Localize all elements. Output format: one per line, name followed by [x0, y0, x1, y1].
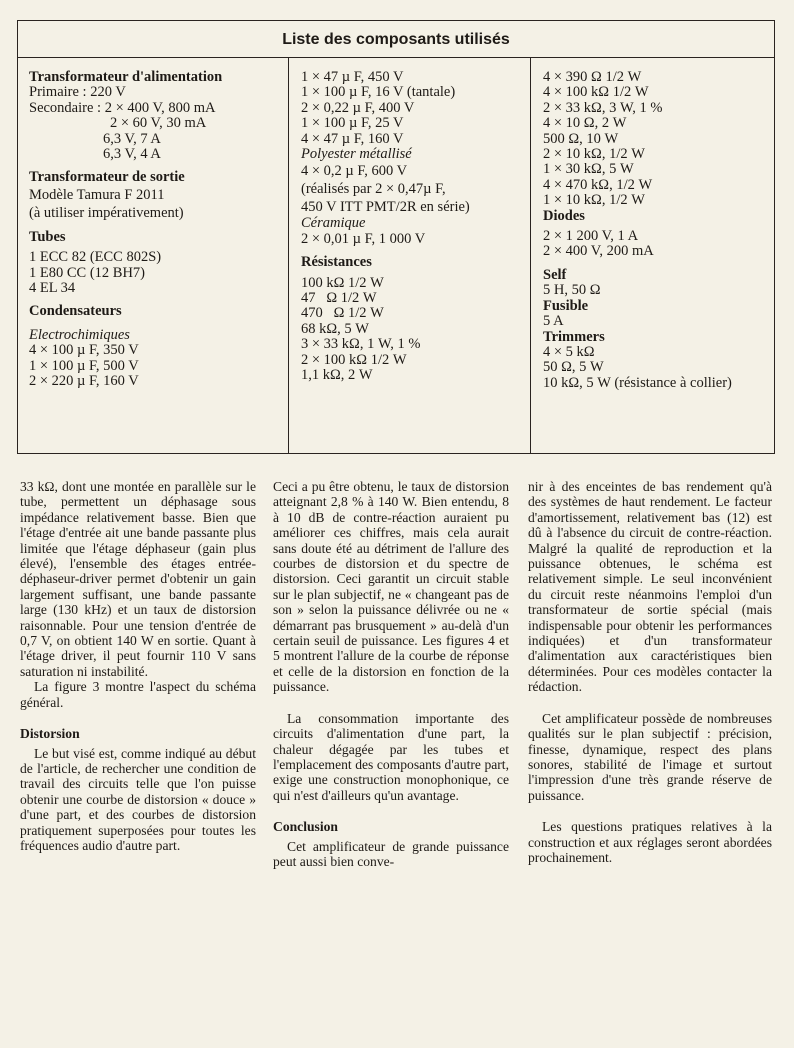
component-line: 1 × 100 µ F, 500 V [29, 357, 139, 374]
components-table [17, 20, 775, 454]
heading-fuse: Fusible [543, 297, 589, 314]
paragraph: nir à des enceintes de bas rendement qu'à des systèmes de haut rendement. Le facteur d'amortissement, relativement bas (12) est dû à l'absence du circuit de contre-réaction. Malgré la qualité de reproduction et la puissance obtenues, le schéma est relativement simple. Le seul inconvénient du circuit reste néanmoins l'emploi d'un transformateur de sortie spécial (mais indispensable pour obtenir les performances indiquées) et d'un transformateur d'alimentation aux caractéristiques bien déterminées. Pour ces modèles contacter la rédaction. [528, 479, 772, 695]
component-line: 5 H, 50 Ω [543, 282, 601, 299]
subheading-ceramic: Céramique [301, 215, 366, 232]
table-column-3 [531, 58, 774, 453]
component-line: 1 × 47 µ F, 450 V [301, 69, 404, 85]
component-line: 4 × 5 kΩ [543, 343, 595, 360]
paragraph: Ceci a pu être obtenu, le taux de distorsion atteignant 2,8 % à 140 W. Bien entendu, 8 à 10 dB de contre-réaction auraient pu améliorer ces chiffres, mais cela aurait sans doute été au détriment de l'allure des courbes de distorsion et du spectre de distorsion. Ceci garantit un circuit stable sur le plan subjectif, ne « changeant pas de son » selon la puissance délivrée ou ne « démarrant pas brusquement » au-delà d'un certain seuil de puissance. Les figures 4 et 5 montrent l'allure de la courbe de réponse et celle de la distorsion en fonction de la puissance. [273, 479, 509, 695]
article-column-2 [273, 479, 509, 869]
paragraph: La consommation importante des circuits d'alimentation d'une part, la chaleur dégagée par les tubes et l'emplacement des composants d'autre part, exige une construction monophonique, ce qui n'est d'ailleurs qu'un avantage. [273, 710, 509, 803]
component-line: 2 × 400 V, 200 mA [543, 243, 654, 260]
component-line: 2 × 0,22 µ F, 400 V [301, 99, 415, 116]
component-line: 1,1 kΩ, 2 W [301, 367, 373, 384]
component-line: 10 kΩ, 5 W (résistance à collier) [543, 374, 732, 391]
component-line: 1 ECC 82 (ECC 802S) [29, 249, 162, 266]
component-line: 2 × 220 µ F, 160 V [29, 373, 139, 390]
component-line: 1 × 10 kΩ, 1/2 W [543, 192, 645, 209]
component-line: 1 × 100 µ F, 16 V (tantale) [301, 84, 456, 101]
component-line: 1 × 30 kΩ, 5 W [543, 161, 634, 178]
component-line: 47 Ω 1/2 W [301, 290, 377, 307]
component-line: Secondaire : 2 × 400 V, 800 mA [29, 99, 216, 116]
heading-capacitors: Condensateurs [29, 303, 122, 320]
component-line: 2 × 33 kΩ, 3 W, 1 % [543, 99, 663, 116]
component-line: 1 E80 CC (12 BH7) [29, 264, 145, 281]
paragraph: Les questions pratiques relatives à la construction et aux réglages seront abordées prochainement. [528, 819, 772, 865]
component-line: (réalisés par 2 × 0,47µ F, [301, 181, 446, 198]
subheading-polyester: Polyester métallisé [301, 146, 412, 163]
component-line: 3 × 33 kΩ, 1 W, 1 % [301, 336, 421, 353]
component-line: 4 × 470 kΩ, 1/2 W [543, 176, 653, 193]
component-line: 4 × 0,2 µ F, 600 V [301, 163, 408, 180]
component-line: 6,3 V, 4 A [103, 146, 161, 163]
heading-diodes: Diodes [543, 207, 585, 224]
component-line: 4 × 10 Ω, 2 W [543, 115, 627, 132]
component-line: 4 × 100 kΩ 1/2 W [543, 84, 649, 101]
paragraph: Cet amplificateur possède de nombreuses qualités sur le plan subjectif : précision, finesse, dynamique, respect des plans sonores, stabilité de l'image et surtout l'impression d'une très grande réserve de puissance. [528, 710, 772, 803]
component-line: 2 × 10 kΩ, 1/2 W [543, 146, 645, 163]
component-line: (à utiliser impérativement) [29, 204, 184, 221]
component-line: Primaire : 220 V [29, 84, 126, 101]
heading-transformer-output: Transformateur de sortie [29, 169, 185, 186]
heading-self: Self [543, 266, 567, 283]
component-line: 2 × 1 200 V, 1 A [543, 228, 639, 245]
heading-trimmers: Trimmers [543, 328, 605, 345]
component-line: 100 kΩ 1/2 W [301, 274, 384, 291]
component-line: 68 kΩ, 5 W [301, 320, 369, 337]
component-line: 470 Ω 1/2 W [301, 305, 384, 322]
article-column-3 [528, 479, 772, 865]
heading-resistors: Résistances [301, 254, 372, 271]
component-line: 2 × 0,01 µ F, 1 000 V [301, 230, 426, 247]
component-line: Modèle Tamura F 2011 [29, 186, 165, 203]
component-line: 50 Ω, 5 W [543, 359, 604, 376]
component-line: 2 × 60 V, 30 mA [110, 115, 207, 132]
component-line: 450 V ITT PMT/2R en série) [301, 199, 470, 216]
component-line: 4 × 100 µ F, 350 V [29, 342, 139, 359]
paragraph: Le but visé est, comme indiqué au début de l'article, de rechercher une condition de travail des circuits telle que l'on puisse obtenir une courbe de distorsion « douce » d'une part, et des courbes de distorsion pratiquement superposées pour toutes les fréquences audio d'autre part. [20, 745, 256, 853]
component-line: 500 Ω, 10 W [543, 130, 619, 147]
subheading-electrolytic: Electrochimiques [29, 326, 130, 343]
component-line: 5 A [543, 313, 564, 330]
paragraph: Cet amplificateur de grande puissance peut aussi bien conve- [273, 838, 509, 869]
paragraph: 33 kΩ, dont une montée en parallèle sur le tube, permettent un déphasage sous impédance relativement basse. Bien que l'étage d'entrée ait une bande passante plus limitée que l'étage déphaseur (gain plus élevé), l'ensemble des étages entrée-déphaseur-driver permet d'obtenir un gain largement suffisant, une bande passante large (130 kHz) et un taux de distorsion raisonnable. Pour une tension d'entrée de 0,7 V, on obtient 140 W en sortie. Quant à l'étage driver, il peut fournir 110 V sans saturation ni instabilité. [20, 479, 256, 679]
article-column-1 [20, 479, 256, 853]
heading-transformer-power: Transformateur d'alimentation [29, 69, 223, 85]
component-line: 4 × 390 Ω 1/2 W [543, 69, 642, 85]
component-line: 6,3 V, 7 A [103, 130, 161, 147]
section-heading-distortion: Distorsion [20, 726, 80, 742]
paragraph: La figure 3 montre l'aspect du schéma général. [20, 679, 256, 710]
component-line: 4 × 47 µ F, 160 V [301, 130, 404, 147]
table-title: Liste des composants utilisés [18, 21, 774, 58]
component-line: 4 EL 34 [29, 280, 76, 297]
section-heading-conclusion: Conclusion [273, 819, 338, 835]
heading-tubes: Tubes [29, 228, 66, 245]
table-column-2 [289, 58, 531, 453]
component-line: 2 × 100 kΩ 1/2 W [301, 351, 407, 368]
component-line: 1 × 100 µ F, 25 V [301, 115, 404, 132]
table-column-1 [18, 58, 289, 453]
